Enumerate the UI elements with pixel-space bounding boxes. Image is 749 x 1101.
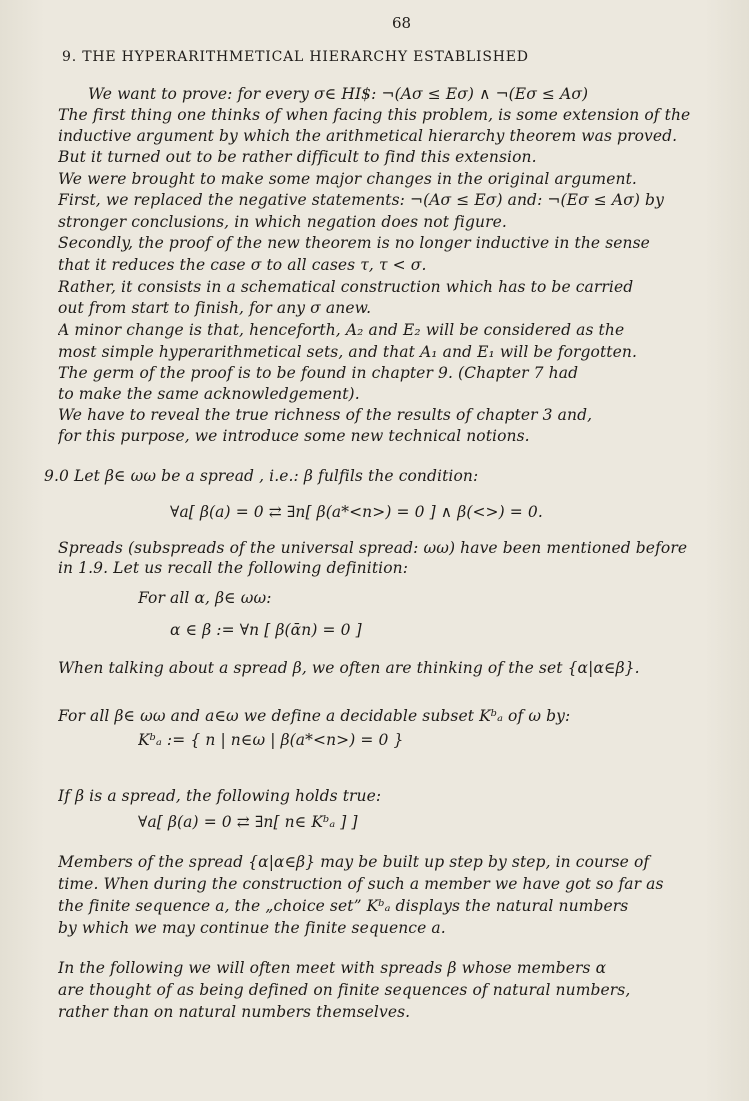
text-line: For all β∈ ωω and a∈ω we define a decidable subset Kᵇₐ of ω by: xyxy=(58,707,571,725)
definition-heading: 9.0 Let β∈ ωω be a spread , i.e.: β fulfils the condition: xyxy=(44,467,479,485)
text-line: When talking about a spread β, we often are thinking of the set {α|α∈β}. xyxy=(58,659,640,677)
text-line: by which we may continue the finite sequence a. xyxy=(58,919,446,937)
text-line: A minor change is that, henceforth, A₂ and E₂ will be considered as the xyxy=(58,321,625,339)
text-line: We were brought to make some major changes in the original argument. xyxy=(58,170,637,188)
text-line: in 1.9. Let us recall the following definition: xyxy=(58,559,409,577)
text-line: If β is a spread, the following holds true: xyxy=(58,787,382,805)
text-line: We want to prove: for every σ∈ HI$: ¬(Aσ ≤ Eσ) ∧ ¬(Eσ ≤ Aσ) xyxy=(88,85,589,103)
text-line: time. When during the construction of such a member we have got so far as xyxy=(58,875,664,893)
text-line: out from start to finish, for any σ anew. xyxy=(58,299,372,317)
text-line: to make the same acknowledgement). xyxy=(58,385,360,403)
text-line: for this purpose, we introduce some new technical notions. xyxy=(58,427,530,445)
formula-line: For all α, β∈ ωω: xyxy=(138,589,272,607)
formula-line: Kᵇₐ := { n | n∈ω | β(a*<n>) = 0 } xyxy=(138,731,404,749)
text-line: But it turned out to be rather difficult to find this extension. xyxy=(58,148,537,166)
text-line: most simple hyperarithmetical sets, and that A₁ and E₁ will be forgotten. xyxy=(58,343,638,361)
text-line: rather than on natural numbers themselves. xyxy=(58,1003,411,1021)
text-line: The first thing one thinks of when facing this problem, is some extension of the xyxy=(58,106,691,124)
formula-line: ∀a[ β(a) = 0 ⇄ ∃n[ n∈ Kᵇₐ ] ] xyxy=(138,813,358,831)
text-line: that it reduces the case σ to all cases τ, τ < σ. xyxy=(58,256,427,274)
text-line: We have to reveal the true richness of the results of chapter 3 and, xyxy=(58,406,593,424)
formula-line: ∀a[ β(a) = 0 ⇄ ∃n[ β(a*<n>) = 0 ] ∧ β(<>) = 0. xyxy=(170,503,543,521)
text-line: Secondly, the proof of the new theorem is no longer inductive in the sense xyxy=(58,234,650,252)
text-line: In the following we will often meet with spreads β whose members α xyxy=(58,959,607,977)
formula-line: α ∈ β := ∀n [ β(ᾱn) = 0 ] xyxy=(170,621,362,639)
text-line: Members of the spread {α|α∈β} may be built up step by step, in course of xyxy=(58,853,650,871)
text-line: are thought of as being defined on finite sequences of natural numbers, xyxy=(58,981,631,999)
text-line: Spreads (subspreads of the universal spread: ωω) have been mentioned before xyxy=(58,539,688,557)
section-title: 9. THE HYPERARITHMETICAL HIERARCHY ESTABLISHED xyxy=(62,49,529,65)
text-line: inductive argument by which the arithmetical hierarchy theorem was proved. xyxy=(58,127,678,145)
text-line: stronger conclusions, in which negation does not figure. xyxy=(58,213,507,231)
text-line: The germ of the proof is to be found in chapter 9. (Chapter 7 had xyxy=(58,364,579,382)
text-line: First, we replaced the negative statements: ¬(Aσ ≤ Eσ) and: ¬(Eσ ≤ Aσ) by xyxy=(58,191,664,209)
text-line: Rather, it consists in a schematical construction which has to be carried xyxy=(58,278,634,296)
text-line: the finite sequence a, the „choice set” Kᵇₐ displays the natural numbers xyxy=(58,897,629,915)
page-number: 68 xyxy=(392,14,412,32)
